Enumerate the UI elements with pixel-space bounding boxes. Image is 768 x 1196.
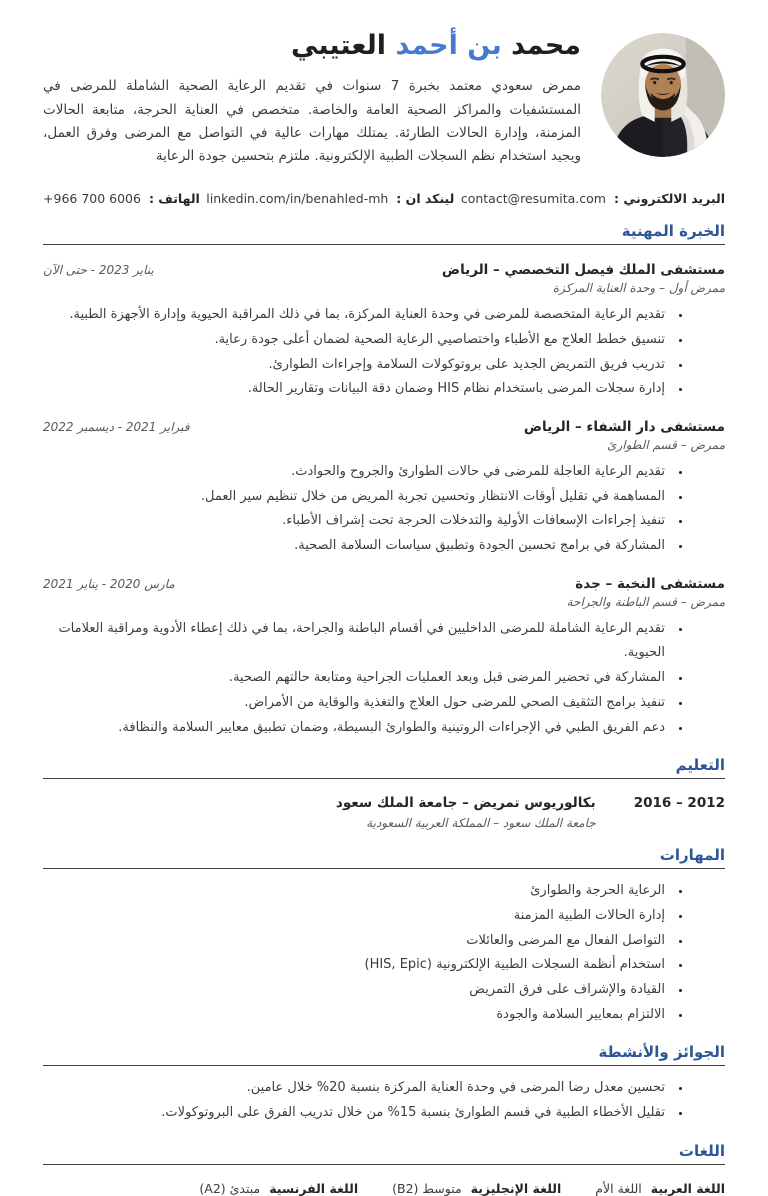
header [43,30,725,168]
language-level: مبتدئ (A2) [199,1180,261,1196]
job-bullets [43,303,725,402]
skill-item: • إدارة الحالات الطبية المزمنة [43,904,669,929]
contact-email [461,191,725,206]
job-role: ممرض – قسم الباطنة والجراحة [566,594,725,609]
bullet-item: • تنفيذ إجراءات الإسعافات الأولية والتدخلات الحرجة تحت إشراف الأطباء. [43,509,669,534]
phone-label: الهاتف : [148,191,200,207]
name-first: محمد [511,30,581,61]
section-divider [43,778,725,779]
education-entry [43,795,725,830]
bullet-item: • تقديم الرعاية الشاملة للمرضى الداخليين في أقسام الباطنة والجراحة، بما في ذلك إعطاء الأدوية ومراقبة العلامات الحيوية. [43,617,669,666]
bullet-item: • إدارة سجلات المرضى باستخدام نظام HIS وضمان دقة البيانات وتقارير الحالة. [43,377,669,402]
language-level: اللغة الأم [595,1180,642,1196]
name-last: العتيبي [291,30,387,61]
email-label: البريد الالكتروني : [613,191,725,207]
bullet-item: • المشاركة في برامج تحسين الجودة وتطبيق سياسات السلامة الصحية. [43,534,669,559]
email-value: contact@resumita.com [460,191,606,207]
bullet-item: • المساهمة في تقليل أوقات الانتظار وتحسين تجربة المريض من خلال تنظيم سير العمل. [43,485,669,510]
job-company: مستشفى دار الشفاء – الرياض [523,419,725,436]
skill-item: • القيادة والإشراف على فرق التمريض [43,978,669,1003]
section-awards [43,1027,725,1125]
section-skills [43,830,725,1027]
bullet-item: • تقديم الرعاية المتخصصة للمرضى في وحدة العناية المركزة، بما في ذلك المراقبة الحيوية وإدارة الأجهزة الطبية. [43,303,669,328]
candidate-name [43,30,581,62]
section-title-skills: المهارات [659,846,725,865]
section-title-awards: الجوائز والأنشطة [598,1043,725,1062]
language-name: اللغة العربية [650,1180,725,1196]
section-languages [43,1126,725,1196]
contact-phone [43,191,200,206]
job-bullets [43,617,725,740]
language-name: اللغة الإنجليزية [470,1180,562,1196]
section-experience [43,206,725,740]
job-role: ممرض أول – وحدة العناية المركزة [552,281,725,296]
awards-list [43,1076,725,1125]
bullet-item: • تقديم الرعاية العاجلة للمرضى في حالات الطوارئ والجروح والحوادث. [43,460,669,485]
section-divider [43,868,725,869]
bullet-item: • تدريب فريق التمريض الجديد على بروتوكولات السلامة وإجراءات الطوارئ. [43,353,669,378]
languages-row [43,1181,725,1196]
job-entry [43,262,725,402]
name-middle: بن أحمد [395,30,502,61]
summary-text: ممرض سعودي معتمد بخبرة 7 سنوات في تقديم الرعاية الصحية الشاملة للمرضى في المستشفيات والمراكز الصحية العامة والخاصة. متخصص في العناية الحرجة، متابعة الحالات المزمنة، وإدارة الحالات الطارئة. يمتلك مهارات عالية في التواصل مع المرضى وفرق العمل، ويجيد استخدام نظم السجلات الطبية الإلكترونية. ملتزم بتحسين جودة الرعاية [43,78,582,165]
section-title-education: التعليم [675,756,725,775]
skill-item: • الرعاية الحرجة والطوارئ [43,879,669,904]
contact-linkedin [206,191,454,206]
bullet-item: • تنسيق خطط العلاج مع الأطباء واختصاصيي الرعاية الصحية لضمان أعلى جودة رعاية. [43,328,669,353]
section-education [43,740,725,830]
job-bullets [43,460,725,559]
contact-row [43,191,725,206]
section-divider [43,1164,725,1165]
section-divider [43,1065,725,1066]
bullet-item: • المشاركة في تحضير المرضى قبل وبعد العمليات الجراحية ومتابعة حالتهم الصحية. [43,666,669,691]
section-title-languages: اللغات [678,1141,725,1160]
header-text [43,30,581,168]
job-period: مارس 2020 - يناير 2021 [43,576,175,591]
skill-item: • الالتزام بمعايير السلامة والجودة [43,1003,669,1028]
job-company: مستشفى النخبة – جدة [575,575,725,592]
education-degree: بكالوريوس تمريض – جامعة الملك سعود [335,795,596,812]
job-period: فبراير 2021 - ديسمبر 2022 [43,420,190,435]
award-item: • تقليل الأخطاء الطبية في قسم الطوارئ بنسبة 15% من خلال تدريب الفرق على البروتوكولات. [43,1101,669,1126]
job-period: يناير 2023 - حتى الآن [43,263,154,278]
job-head [43,262,725,278]
profile-photo-illustration [601,33,725,157]
job-role: ممرض – قسم الطوارئ [607,438,725,453]
education-main [336,795,596,830]
language-level: متوسط (B2) [392,1180,462,1196]
bullet-item: • دعم الفريق الطبي في الإجراءات الروتينية والطوارئ البسيطة، وضمان تطبيق معايير السلامة والنظافة. [43,716,669,741]
job-head [43,576,725,592]
job-company: مستشفى الملك فيصل التخصصي – الرياض [441,262,725,279]
phone-value: +966 700 6006 [43,191,141,207]
language-item [199,1181,358,1196]
language-item [392,1181,561,1196]
bullet-item: • تنفيذ برامج التثقيف الصحي للمرضى حول العلاج والتغذية والوقاية من الأمراض. [43,691,669,716]
linkedin-label: لينكد ان : [396,191,455,207]
profile-photo [601,33,725,157]
language-name: اللغة الفرنسية [269,1180,359,1196]
education-period: 2012 – 2016 [633,795,725,812]
job-entry [43,576,725,740]
section-divider [43,244,725,245]
skill-item: • التواصل الفعال مع المرضى والعائلات [43,929,669,954]
language-item [595,1181,725,1196]
job-head [43,419,725,435]
skill-item: • استخدام أنظمة السجلات الطبية الإلكترونية (HIS, Epic) [43,953,669,978]
skills-list [43,879,725,1027]
section-title-experience: الخبرة المهنية [621,222,725,241]
education-institution: جامعة الملك سعود – المملكة العربية السعودية [366,816,596,831]
linkedin-value: linkedin.com/in/benahled-mh [206,191,389,207]
job-entry [43,419,725,559]
award-item: • تحسين معدل رضا المرضى في وحدة العناية المركزة بنسبة 20% خلال عامين. [43,1076,669,1101]
